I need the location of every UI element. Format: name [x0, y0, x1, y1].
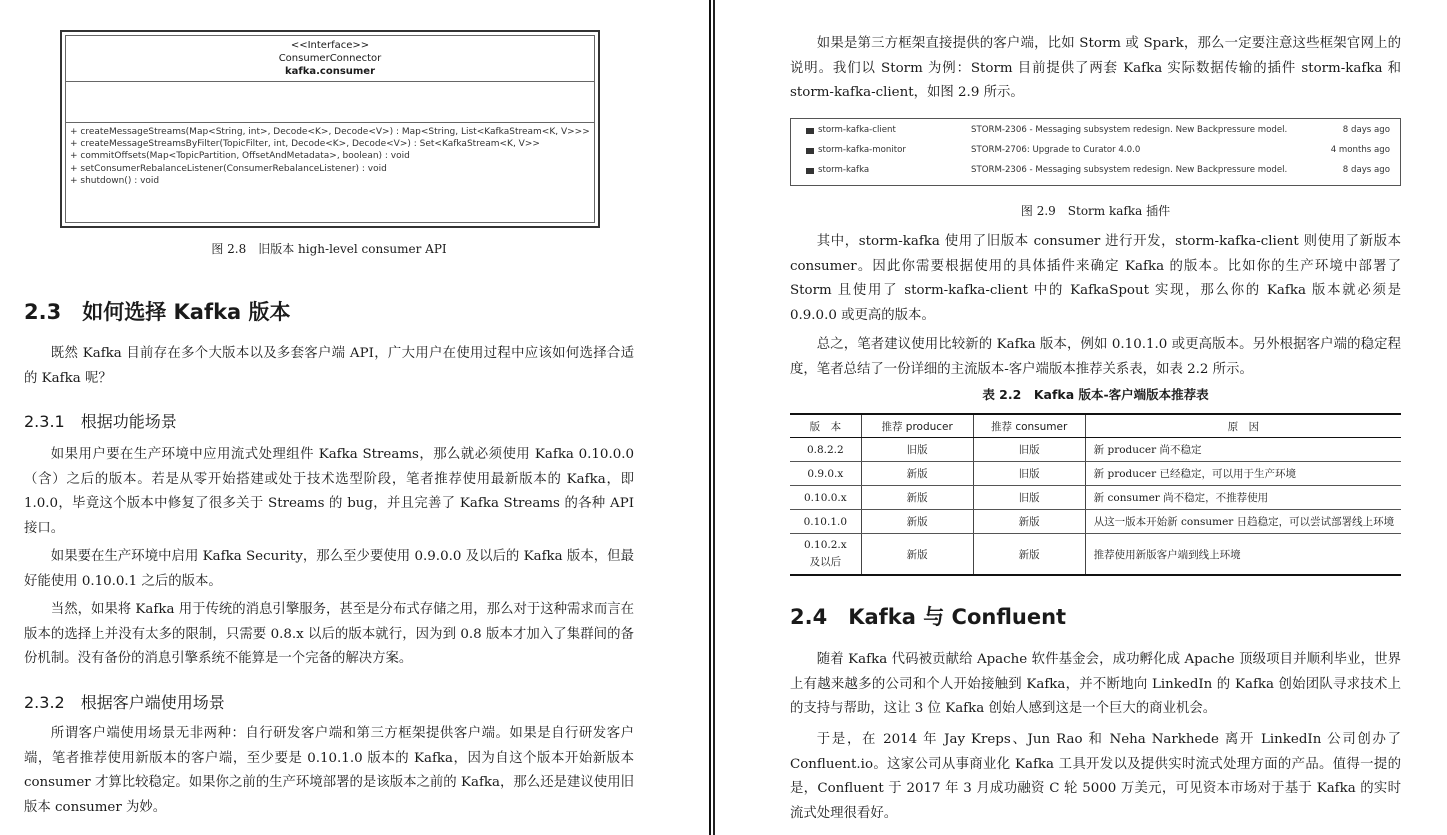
- table-row: [790, 486, 1401, 510]
- column-header: 原 因: [1085, 414, 1401, 438]
- commit-time: 8 days ago: [1342, 165, 1390, 175]
- folder-icon: [806, 148, 814, 154]
- paragraph: 于是，在 2014 年 Jay Kreps、Jun Rao 和 Neha Narkhede 离开 LinkedIn 公司创办了 Confluent.io。这家公司从事商业化 Kafka 工具开发以及提供实时流式处理方面的产品。值得一提的是，Confluent 于 2017 年 3 月成功融资 C 轮 5000 万美元，可见资本市场对于基于 Kafka 的实时流式处理很看好。: [790, 732, 1401, 821]
- table-row: [790, 534, 1401, 576]
- section-title: 2.4 Kafka 与 Confluent: [790, 605, 1067, 629]
- table-cell: 新版: [861, 486, 973, 510]
- paragraph: 如果用户要在生产环境中应用流式处理组件 Kafka Streams，那么就必须使用 Kafka 0.10.0.0（含）之后的版本。若是从零开始搭建或处于技术选型阶段，笔者推荐使用最新版本的 Kafka，即 1.0.0，毕竟这个版本中修复了很多关于 Streams 的 bug，并且完善了 Kafka Streams 的各种 API 接口。: [24, 447, 634, 536]
- table-cell: 新版: [973, 510, 1085, 534]
- storm-plugin-list: [790, 118, 1401, 186]
- table-cell: 0.10.1.0: [790, 510, 861, 534]
- uml-stereotype: <<Interface>>: [290, 40, 370, 51]
- uml-method: + setConsumerRebalanceListener(ConsumerRebalanceListener) : void: [70, 163, 387, 174]
- table-caption: 表 2.2 Kafka 版本-客户端版本推荐表: [982, 387, 1209, 402]
- right-page: [716, 0, 1447, 835]
- paragraph: 如果要在生产环境中启用 Kafka Security，那么至少要使用 0.9.0.0 及以后的 Kafka 版本，但最好能使用 0.10.0.1 之后的版本。: [24, 549, 634, 589]
- left-page: [0, 0, 706, 835]
- commit-message: STORM-2706: Upgrade to Curator 4.0.0: [971, 145, 1141, 155]
- uml-attributes: [66, 82, 594, 123]
- uml-package: kafka.consumer: [284, 66, 376, 77]
- folder-icon: [806, 128, 814, 134]
- commit-time: 8 days ago: [1342, 125, 1390, 135]
- list-item: [791, 142, 1400, 162]
- list-item: [791, 122, 1400, 142]
- uml-method: + shutdown() : void: [70, 175, 160, 186]
- plugin-name: storm-kafka: [818, 165, 870, 175]
- folder-icon: [806, 168, 814, 174]
- uml-class-name: ConsumerConnector: [278, 53, 382, 64]
- uml-class-diagram: [60, 30, 600, 228]
- uml-method: + commitOffsets(Map<TopicPartition, OffsetAndMetadata>, boolean) : void: [70, 151, 410, 162]
- section-title: 2.3 如何选择 Kafka 版本: [24, 300, 291, 324]
- table-cell: 0.9.0.x: [790, 462, 861, 486]
- table-cell: 从这一版本开始新 consumer 日趋稳定，可以尝试部署线上环境: [1085, 510, 1401, 534]
- column-header: 推荐 consumer: [973, 414, 1085, 438]
- commit-time: 4 months ago: [1330, 145, 1390, 155]
- paragraph: 总之，笔者建议使用比较新的 Kafka 版本，例如 0.10.1.0 或更高版本。另外根据客户端的稳定程度，笔者总结了一份详细的主流版本-客户端版本推荐关系表，如表 2.2 所示。: [790, 337, 1401, 377]
- commit-message: STORM-2306 - Messaging subsystem redesign. New Backpressure model.: [971, 165, 1288, 175]
- table-cell: 新版: [861, 510, 973, 534]
- table-cell: 推荐使用新版客户端到线上环境: [1085, 534, 1401, 576]
- table-cell: 新 consumer 尚不稳定，不推荐使用: [1085, 486, 1401, 510]
- commit-message: STORM-2306 - Messaging subsystem redesign. New Backpressure model.: [971, 125, 1288, 135]
- table-cell: 0.10.2.x 及以后: [790, 534, 861, 576]
- version-table: [790, 413, 1401, 576]
- paragraph: 当然，如果将 Kafka 用于传统的消息引擎服务，甚至是分布式存储之用，那么对于这种需求而言在版本的选择上并没有太多的限制，只需要 0.8.x 以后的版本就行，因为到 0.8 版本才加入了集群间的备份机制。没有备份的消息引擎系统不能算是一个完备的解决方案。: [24, 602, 634, 667]
- table-row: [790, 438, 1401, 462]
- uml-method: + createMessageStreamsByFilter(TopicFilter, int, Decode<K>, Decode<V>) : Set<KafkaStream<K, V>>: [70, 139, 540, 150]
- table-cell: 0.10.0.x: [790, 486, 861, 510]
- table-cell: 新版: [861, 534, 973, 576]
- table-cell: 0.8.2.2: [790, 438, 861, 462]
- paragraph: 随着 Kafka 代码被贡献给 Apache 软件基金会，成功孵化成 Apache 顶级项目并顺利毕业，世界上有越来越多的公司和个人开始接触到 Kafka，并不断地向 LinkedIn 的 Kafka 创始团队寻求技术上的支持与帮助，这让 3 位 Kafka 创始人感到这是一个巨大的商业机会。: [790, 652, 1401, 717]
- paragraph: 如果是第三方框架直接提供的客户端，比如 Storm 或 Spark，那么一定要注意这些框架官网上的说明。我们以 Storm 为例：Storm 目前提供了两套 Kafka 实际数据传输的插件 storm-kafka 和 storm-kafka-client，如图 2.9 所示。: [790, 36, 1401, 101]
- plugin-name: storm-kafka-monitor: [818, 145, 906, 155]
- column-header: 推荐 producer: [861, 414, 973, 438]
- list-item: [791, 162, 1400, 182]
- table-cell: 新版: [861, 462, 973, 486]
- table-cell: 新版: [973, 534, 1085, 576]
- table-header-row: [790, 414, 1401, 438]
- book-gutter: [706, 0, 716, 835]
- uml-header: [66, 36, 594, 82]
- figure-caption: 图 2.9 Storm kafka 插件: [1020, 204, 1171, 218]
- table-cell: 新 producer 已经稳定，可以用于生产环境: [1085, 462, 1401, 486]
- uml-method: + createMessageStreams(Map<String, int>, Decode<K>, Decode<V>) : Map<String, List<KafkaStream<K, V>>>: [70, 127, 590, 137]
- table-cell: 旧版: [973, 438, 1085, 462]
- plugin-name: storm-kafka-client: [818, 125, 896, 135]
- table-cell: 旧版: [973, 486, 1085, 510]
- subsection-title: 2.3.2 根据客户端使用场景: [24, 693, 225, 712]
- paragraph: 所谓客户端使用场景无非两种：自行研发客户端和第三方框架提供客户端。如果是自行研发客户端，笔者推荐使用新版本的客户端，至少要是 0.10.1.0 版本的 Kafka，因为自这个版本开始新版本 consumer 才算比较稳定。如果你之前的生产环境部署的是该版本之前的 Kafka，那么还是建议使用旧版本 consumer 为妙。: [24, 726, 634, 815]
- figure-caption: 图 2.8 旧版本 high-level consumer API: [211, 242, 447, 256]
- paragraph: 其中，storm-kafka 使用了旧版本 consumer 进行开发，storm-kafka-client 则使用了新版本 consumer。因此你需要根据使用的具体插件来确定 Kafka 的版本。比如你的生产环境中部署了 Storm 且使用了 storm-kafka-client 中的 KafkaSpout 实现，那么你的 Kafka 版本就必须是 0.9.0.0 或更高的版本。: [790, 234, 1401, 323]
- table-cell: 旧版: [861, 438, 973, 462]
- uml-methods: [66, 123, 594, 190]
- paragraph: 既然 Kafka 目前存在多个大版本以及多套客户端 API，广大用户在使用过程中应该如何选择合适的 Kafka 呢？: [24, 346, 634, 386]
- table-cell: 新 producer 尚不稳定: [1085, 438, 1401, 462]
- table-row: [790, 462, 1401, 486]
- column-header: 版 本: [790, 414, 861, 438]
- table-cell: 旧版: [973, 462, 1085, 486]
- subsection-title: 2.3.1 根据功能场景: [24, 412, 177, 431]
- table-row: [790, 510, 1401, 534]
